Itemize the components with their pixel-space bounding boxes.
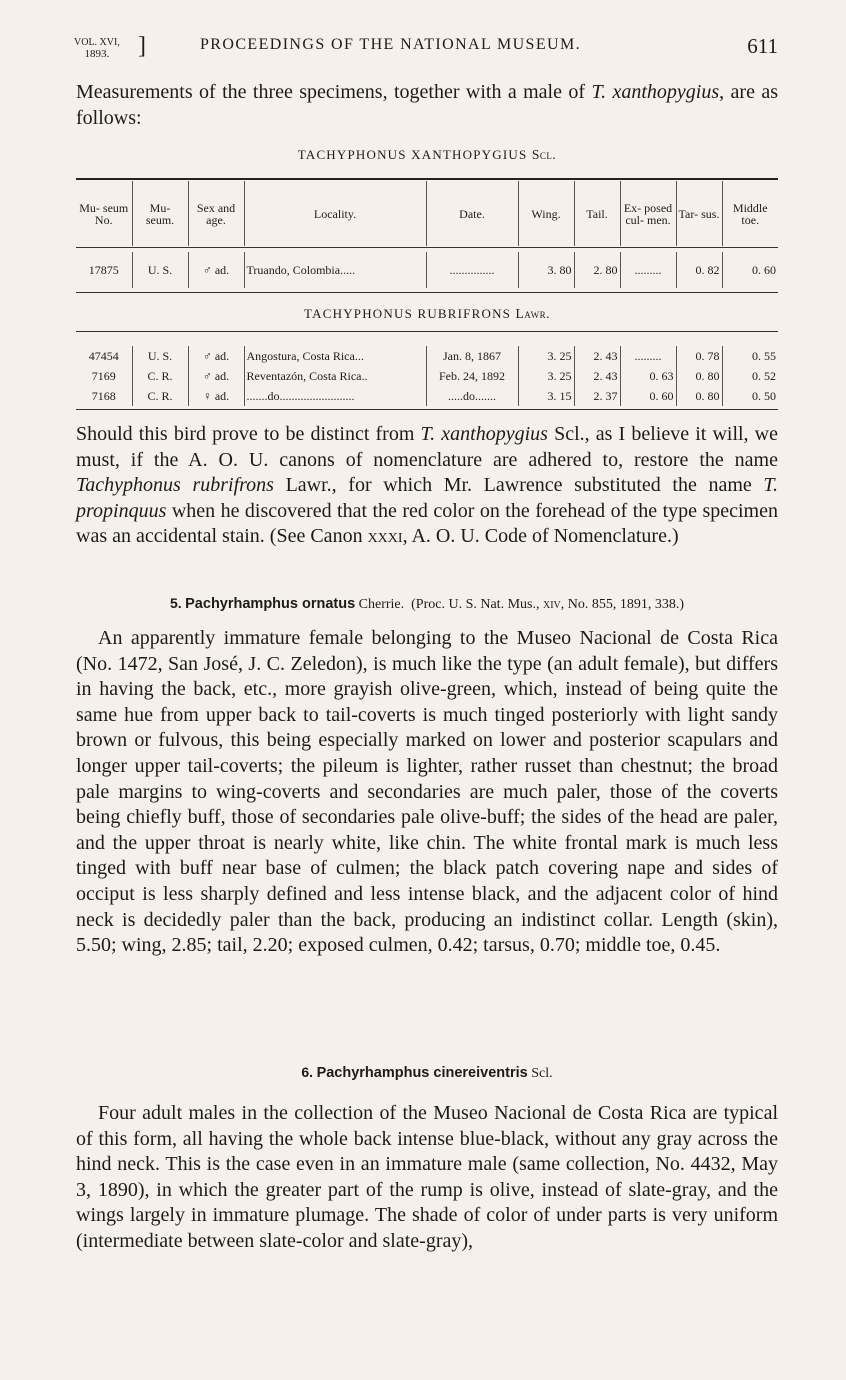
cell-museum-no: 47454 [76,346,132,366]
para1-text-1: Should this bird prove to be distinct from [76,423,421,445]
measurements-header [76,181,778,246]
intro-paragraph [76,80,778,131]
cell-wing: 3. 25 [518,346,574,366]
para1-text-3: Lawr., for which Mr. Lawrence substituted the name [273,474,764,497]
header-middle-toe: Middle toe. [732,200,768,227]
cell-sex-age: ♀ ad. [188,386,244,406]
section-5-ref-1: (Proc. U. S. Nat. Mus., [411,597,543,612]
table-row [76,346,778,366]
table2-bottom-rule [76,409,778,410]
header-tarsus: Tar- sus. [676,181,722,246]
page-number: 611 [747,34,778,58]
volume-label [74,38,120,59]
section-6-author: Scl. [527,1066,553,1081]
para1-italic-2: Tachyphonus rubrifrons [76,474,274,497]
cell-tail: 2. 37 [574,386,620,406]
table-row [76,366,778,386]
table1-caption [76,147,778,163]
cell-tarsus: 0. 78 [676,346,722,366]
cell-museum: C. R. [132,366,188,386]
section-6-number: 6. [301,1064,314,1080]
cell-wing: 3. 80 [518,252,574,288]
cell-tail: 2. 80 [574,252,620,288]
cell-sex-age: ♂ ad. [188,346,244,366]
para1-italic-1: T. xanthopygius [420,423,548,445]
para1-italic-3: T. propinquus [76,474,779,522]
cell-wing: 3. 15 [518,386,574,406]
section-5-ref-vol: xiv [542,597,561,612]
section-6-heading [76,1064,778,1082]
header-wing: Wing. [518,181,574,246]
cell-tarsus: 0. 80 [676,386,722,406]
header-date: Date. [426,181,518,246]
header-locality: Locality. [244,181,426,246]
intro-text-2: , are as follows: [76,81,779,129]
table1-caption-author: Scl. [531,147,557,162]
cell-museum-no: 7169 [76,366,132,386]
section-5-heading [76,595,778,613]
cell-culmen: ......... [620,346,676,366]
page-header [74,34,778,64]
section-5-species: Pachyrhamphus ornatus [185,596,356,612]
para1-text-5: , A. O. U. Code of Nomenclature.) [402,525,679,548]
header-sex-age: Sex and age. [188,181,244,246]
cell-middle-toe: 0. 52 [752,369,776,383]
cell-middle-toe: 0. 60 [752,262,776,277]
volume-number: VOL. XVI, [74,37,120,48]
cell-date: Jan. 8, 1867 [426,346,518,366]
table1-caption-main: TACHYPHONUS XANTHOPYGIUS [297,147,532,162]
header-tail: Tail. [574,181,620,246]
para1-canon: xxxi [367,525,403,548]
cell-tail: 2. 43 [574,346,620,366]
paragraph-rubrifrons [76,422,778,550]
table-row [76,386,778,406]
cell-middle-toe: 0. 55 [752,349,776,363]
cell-locality: Angostura, Costa Rica... [244,346,426,366]
table2-caption [76,306,778,322]
cell-sex-age: ♂ ad. [188,252,244,288]
section-5-author: Cherrie. [355,597,405,612]
cell-locality: Reventazón, Costa Rica.. [244,366,426,386]
header-exposed-culmen: Ex- posed cul- men. [620,181,676,246]
cell-culmen: 0. 63 [620,366,676,386]
cell-wing: 3. 25 [518,366,574,386]
cell-middle-toe: 0. 50 [752,389,776,403]
header-museum-no: Mu- seum No. [76,181,132,246]
cell-locality: Truando, Colombia..... [244,252,426,288]
cell-museum: C. R. [132,386,188,406]
table2-top-rule [76,331,778,332]
cell-tarsus: 0. 82 [676,252,722,288]
table2-caption-main: TACHYPHONUS RUBRIFRONS [304,306,516,321]
cell-museum: U. S. [132,252,188,288]
table-top-rule [76,178,778,180]
para1-text-4: when he discovered that the red color on the forehead of the type specimen was an accidental stain. (See Canon [76,499,778,548]
section-6-body: Four adult males in the collection of the Museo Nacional de Costa Rica are typical of this form, all having the whole back intense blue-black, without any gray across the hind neck. This is the case even in an immature male (same collection, No. 4432, May 3, 1890), in which the greater part of the rump is olive, instead of slate-gray, and the wings largely in immature plumage. The shade of color of under parts is very uniform (intermediate between slate-color and slate-gray), [76,1102,778,1252]
section-5-number: 5. [169,595,182,611]
header-museum: Mu- seum. [132,181,188,246]
running-title: PROCEEDINGS OF THE NATIONAL MUSEUM. [200,36,582,53]
intro-text-1: Measurements of the three specimens, together with a male of [76,81,592,103]
para1-text-2: Scl., as I believe it will, we must, if the A. O. U. canons of nomenclature are adhered to, restore the name [76,423,778,471]
cell-tail: 2. 43 [574,366,620,386]
cell-culmen: ......... [620,252,676,288]
cell-date: Feb. 24, 1892 [426,366,518,386]
intro-genus: T. [591,81,607,103]
cell-date: .....do....... [426,386,518,406]
table-row [76,252,778,288]
cell-museum: U. S. [132,346,188,366]
section-5-ref-2: , No. 855, 1891, 338.) [560,597,685,612]
section-5-body: An apparently immature female belonging to the Museo Nacional de Costa Rica (No. 1472, San José, J. C. Zeledon), is much like the type (an adult female), but differs in having the back, etc., more grayish olive-green, which, instead of being quite the same hue from upper back to tail-coverts is much tinged posteriorly with light sandy brown or fulvous, this being especially marked on lower and posterior scapulars and longer upper tail-coverts; the pileum is lighter, rather russet than chestnut; the broad pale margins to wing-coverts and secondaries are much paler, those of the coverts being chiefly buff, those of secondaries pale olive-buff; the sides of the head are paler, and the upper throat is nearly white, like chin. The white frontal mark is much less tinged with buff near base of culmen; the black patch covering nape and sides of occiput is less sharply defined and less intense black, and the adjacent color of hind neck is decidedly paler than the back, producing an indistinct collar. Length (skin), 5.50; wing, 2.85; tail, 2.20; exposed culmen, 0.42; tarsus, 0.70; middle toe, 0.45. [76,627,778,957]
table1-body [76,252,778,288]
table2-body [76,346,778,406]
table2-caption-author: Lawr. [515,306,550,321]
cell-tarsus: 0. 80 [676,366,722,386]
cell-locality: .......do......................... [244,386,426,406]
cell-sex-age: ♂ ad. [188,366,244,386]
section-6-species: Pachyrhamphus cinereiventris [316,1065,528,1081]
cell-date: ............... [426,252,518,288]
intro-species: xanthopygius [612,81,720,103]
cell-museum-no: 17875 [76,252,132,288]
cell-culmen: 0. 60 [620,386,676,406]
volume-year: 1893. [84,48,110,60]
cell-museum-no: 7168 [76,386,132,406]
header-rule [76,247,778,248]
table1-bottom-rule [76,292,778,293]
volume-bracket: ] [138,33,146,59]
